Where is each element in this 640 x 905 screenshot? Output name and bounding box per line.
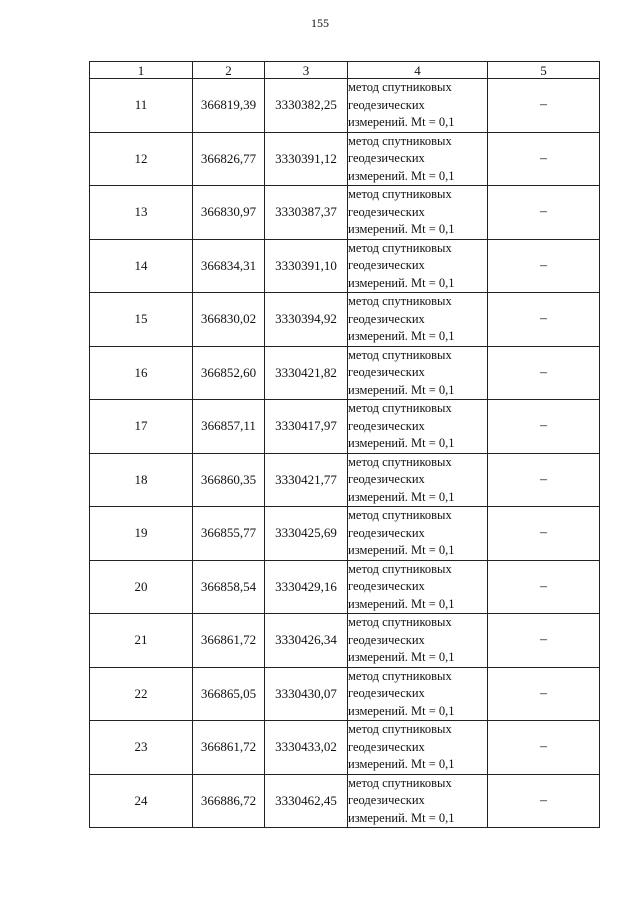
point-number-cell: 15 [90, 293, 193, 347]
method-line: измерений. Mt = 0,1 [348, 436, 455, 450]
method-line: измерений. Mt = 0,1 [348, 115, 455, 129]
table-row [90, 132, 600, 186]
method-line: метод спутниковых [348, 401, 452, 415]
method-line: геодезических [348, 204, 425, 219]
method-line: измерений. Mt = 0,1 [348, 650, 455, 664]
method-cell [348, 774, 488, 828]
x-coordinate-cell: 366860,35 [193, 453, 265, 507]
table-row [90, 79, 600, 133]
method-line: геодезических [348, 472, 425, 486]
method-line: измерений. Mt = 0,1 [348, 489, 455, 504]
point-number-cell: 17 [90, 400, 193, 454]
table-row [90, 400, 600, 454]
x-coordinate-cell: 366830,02 [193, 293, 265, 347]
y-coordinate-cell: 3330421,82 [265, 346, 348, 400]
table-row [90, 774, 600, 828]
method-cell [348, 453, 488, 507]
page-number: 155 [311, 16, 329, 30]
y-coordinate-cell: 3330382,25 [265, 79, 348, 133]
method-cell [348, 560, 488, 614]
note-cell: – [488, 400, 600, 454]
x-coordinate-cell: 366819,39 [193, 79, 265, 133]
table-row [90, 560, 600, 614]
method-line: измерений. Mt = 0,1 [348, 543, 455, 557]
point-number-cell: 12 [90, 132, 193, 186]
method-line: метод спутниковых [348, 80, 452, 94]
method-line: метод спутниковых [348, 240, 452, 255]
method-line: геодезических [348, 258, 425, 272]
note-cell: – [488, 186, 600, 240]
point-number-cell: 16 [90, 346, 193, 400]
note-cell: – [488, 667, 600, 721]
note-cell: – [488, 774, 600, 828]
y-coordinate-cell: 3330391,10 [265, 239, 348, 293]
method-line: измерений. Mt = 0,1 [348, 222, 455, 236]
x-coordinate-cell: 366861,72 [193, 614, 265, 668]
method-cell [348, 239, 488, 293]
note-cell: – [488, 79, 600, 133]
method-cell [348, 79, 488, 133]
y-coordinate-cell: 3330391,12 [265, 132, 348, 186]
method-line: метод спутниковых [348, 561, 452, 576]
method-line: геодезических [348, 686, 425, 700]
method-line: измерений. Mt = 0,1 [348, 757, 455, 771]
point-number-cell: 14 [90, 239, 193, 293]
method-cell [348, 507, 488, 561]
method-line: геодезических [348, 632, 425, 647]
note-cell: – [488, 507, 600, 561]
method-line: геодезических [348, 579, 425, 593]
method-cell [348, 667, 488, 721]
method-line: измерений. Mt = 0,1 [348, 596, 455, 611]
y-coordinate-cell: 3330421,77 [265, 453, 348, 507]
x-coordinate-cell: 366826,77 [193, 132, 265, 186]
y-coordinate-cell: 3330387,37 [265, 186, 348, 240]
note-cell: – [488, 614, 600, 668]
note-cell: – [488, 346, 600, 400]
x-coordinate-cell: 366861,72 [193, 721, 265, 775]
y-coordinate-cell: 3330417,97 [265, 400, 348, 454]
note-cell: – [488, 453, 600, 507]
method-cell [348, 614, 488, 668]
method-line: измерений. Mt = 0,1 [348, 168, 455, 183]
note-cell: – [488, 560, 600, 614]
x-coordinate-cell: 366858,54 [193, 560, 265, 614]
point-number-cell: 19 [90, 507, 193, 561]
method-line: измерений. Mt = 0,1 [348, 810, 455, 825]
column-header-3: 3 [265, 62, 348, 79]
point-number-cell: 24 [90, 774, 193, 828]
method-line: геодезических [348, 525, 425, 540]
x-coordinate-cell: 366857,11 [193, 400, 265, 454]
method-cell [348, 400, 488, 454]
method-cell [348, 346, 488, 400]
method-line: метод спутниковых [348, 294, 452, 308]
x-coordinate-cell: 366865,05 [193, 667, 265, 721]
y-coordinate-cell: 3330429,16 [265, 560, 348, 614]
method-line: метод спутниковых [348, 615, 452, 629]
method-cell [348, 721, 488, 775]
table-row [90, 667, 600, 721]
method-cell [348, 132, 488, 186]
method-line: метод спутниковых [348, 722, 452, 736]
table-row [90, 293, 600, 347]
method-line: геодезических [348, 97, 425, 112]
x-coordinate-cell: 366834,31 [193, 239, 265, 293]
point-number-cell: 11 [90, 79, 193, 133]
y-coordinate-cell: 3330425,69 [265, 507, 348, 561]
x-coordinate-cell: 366855,77 [193, 507, 265, 561]
method-cell [348, 186, 488, 240]
method-line: метод спутниковых [348, 133, 452, 148]
point-number-cell: 20 [90, 560, 193, 614]
point-number-cell: 21 [90, 614, 193, 668]
column-header-2: 2 [193, 62, 265, 79]
method-line: измерений. Mt = 0,1 [348, 703, 455, 718]
table-row [90, 507, 600, 561]
method-line: метод спутниковых [348, 454, 452, 469]
point-number-cell: 23 [90, 721, 193, 775]
method-line: геодезических [348, 793, 425, 807]
method-line: геодезических [348, 311, 425, 326]
column-header-4: 4 [348, 62, 488, 79]
table-row [90, 346, 600, 400]
y-coordinate-cell: 3330462,45 [265, 774, 348, 828]
x-coordinate-cell: 366852,60 [193, 346, 265, 400]
method-line: метод спутниковых [348, 508, 452, 522]
note-cell: – [488, 132, 600, 186]
y-coordinate-cell: 3330426,34 [265, 614, 348, 668]
method-line: метод спутниковых [348, 668, 452, 683]
column-header-5: 5 [488, 62, 600, 79]
method-line: измерений. Mt = 0,1 [348, 329, 455, 343]
method-line: геодезических [348, 151, 425, 165]
y-coordinate-cell: 3330430,07 [265, 667, 348, 721]
point-number-cell: 13 [90, 186, 193, 240]
coordinates-table [89, 61, 600, 828]
header-row [90, 62, 600, 79]
table-row [90, 186, 600, 240]
table-row [90, 614, 600, 668]
note-cell: – [488, 293, 600, 347]
method-line: метод спутниковых [348, 347, 452, 362]
method-line: геодезических [348, 365, 425, 379]
method-line: геодезических [348, 739, 425, 754]
method-cell [348, 293, 488, 347]
y-coordinate-cell: 3330394,92 [265, 293, 348, 347]
table-row [90, 239, 600, 293]
method-line: измерений. Mt = 0,1 [348, 275, 455, 290]
method-line: метод спутниковых [348, 775, 452, 790]
note-cell: – [488, 721, 600, 775]
point-number-cell: 18 [90, 453, 193, 507]
method-line: измерений. Mt = 0,1 [348, 382, 455, 397]
note-cell: – [488, 239, 600, 293]
table-row [90, 721, 600, 775]
y-coordinate-cell: 3330433,02 [265, 721, 348, 775]
point-number-cell: 22 [90, 667, 193, 721]
x-coordinate-cell: 366830,97 [193, 186, 265, 240]
x-coordinate-cell: 366886,72 [193, 774, 265, 828]
table-row [90, 453, 600, 507]
method-line: геодезических [348, 418, 425, 433]
column-header-1: 1 [90, 62, 193, 79]
method-line: метод спутниковых [348, 187, 452, 201]
